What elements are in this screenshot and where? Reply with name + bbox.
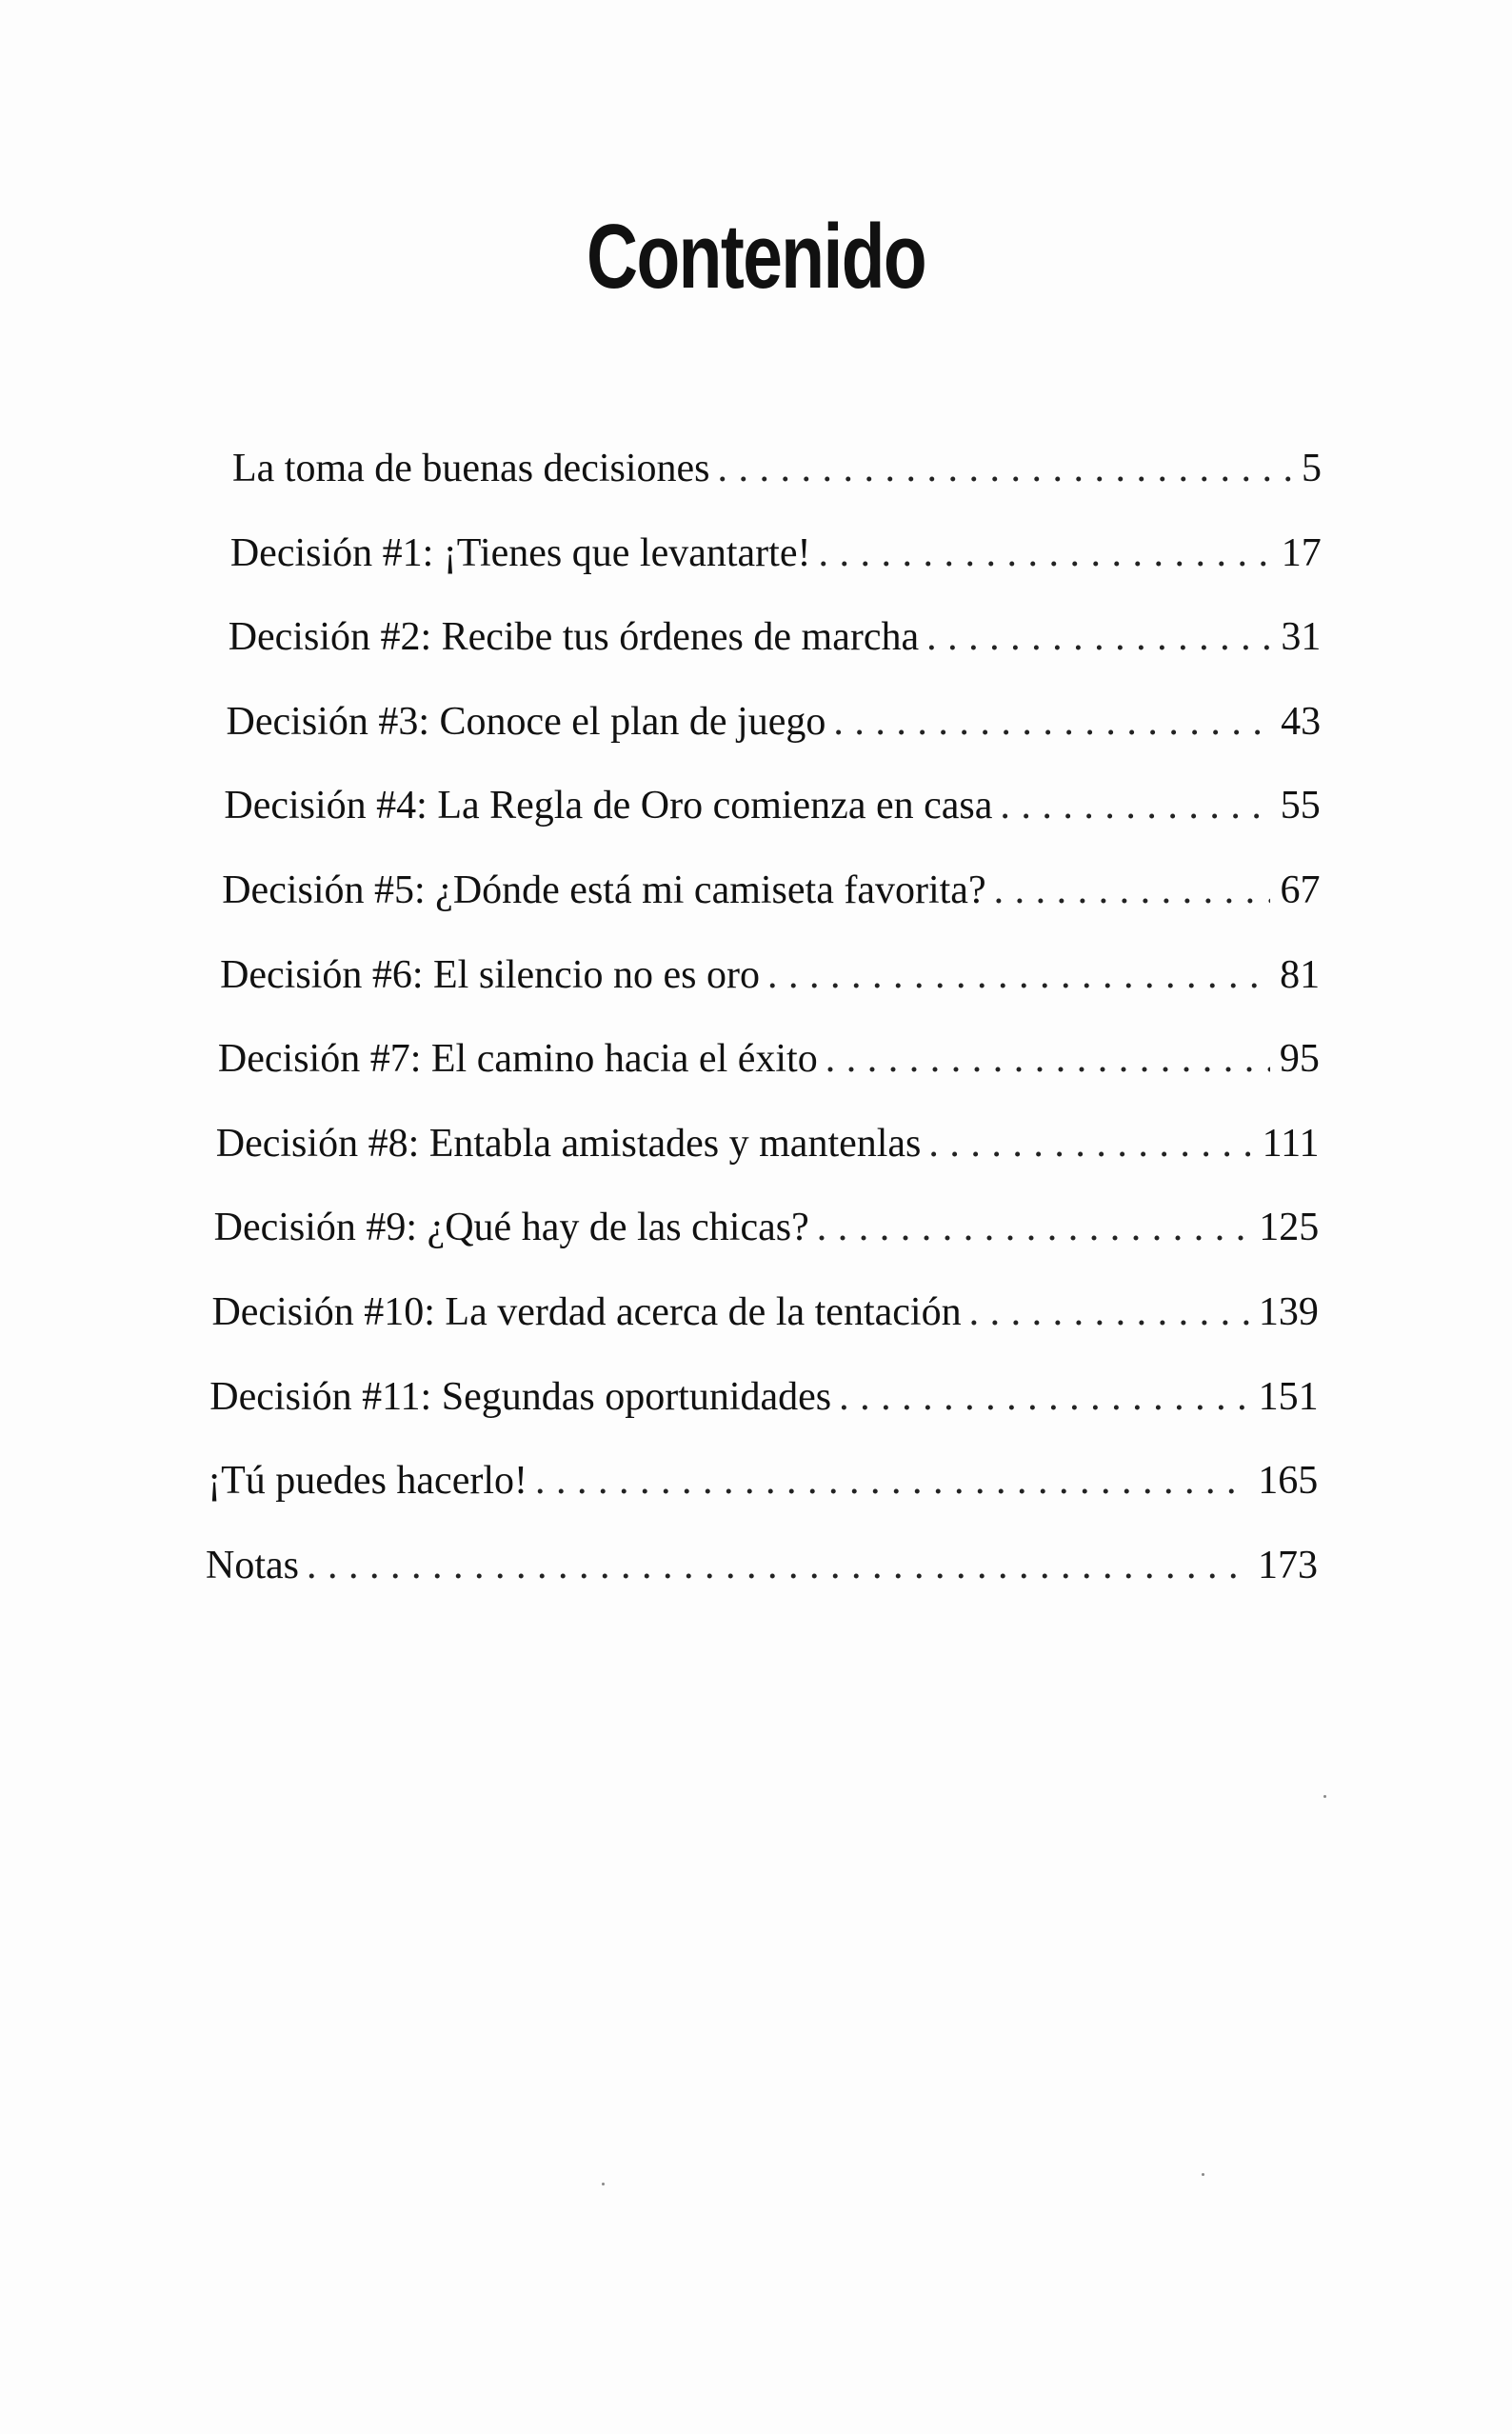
toc-entry-page: 151: [1258, 1374, 1319, 1419]
toc-entry-page: 5: [1302, 447, 1322, 490]
toc-leader-dots: [926, 608, 1271, 666]
toc-entry: [209, 1368, 1318, 1426]
toc-entry: [216, 1115, 1320, 1172]
toc-entry-page: 125: [1259, 1206, 1320, 1250]
toc-entry-label: Decisión #8: Entabla amistades y mantenlas: [215, 1121, 922, 1166]
toc-leader-dots: [535, 1452, 1248, 1509]
paper-speck: [602, 2183, 605, 2185]
toc-entry: [230, 525, 1322, 582]
toc-entry-label: Decisión #11: Segundas oportunidades: [209, 1374, 832, 1419]
toc-entry: [227, 693, 1322, 750]
toc-entry-label: Decisión #6: El silencio no es oro: [220, 952, 760, 997]
toc-entry: [218, 1030, 1320, 1087]
page-title: Contenido: [586, 206, 926, 309]
toc-entry: [206, 1537, 1318, 1594]
toc-leader-dots: [969, 1284, 1249, 1341]
toc-entry-page: 95: [1279, 1037, 1320, 1082]
toc-entry: [229, 608, 1322, 666]
toc-entry-label: La toma de buenas decisiones: [232, 447, 710, 490]
toc-entry-page: 55: [1280, 784, 1321, 828]
toc-leader-dots: [818, 525, 1271, 582]
toc-entry: [220, 947, 1320, 1004]
toc-entry-page: 139: [1258, 1290, 1319, 1334]
toc-entry-label: Decisión #10: La verdad acerca de la tentación: [211, 1290, 962, 1334]
toc-entry-page: 43: [1281, 699, 1322, 744]
toc-entry: [211, 1284, 1318, 1341]
toc-leader-dots: [307, 1537, 1248, 1594]
toc-entry-page: 173: [1258, 1543, 1318, 1587]
toc-entry-label: Decisión #1: ¡Tienes que levantarte!: [229, 530, 811, 575]
toc-entry-page: 81: [1280, 952, 1321, 997]
paper-speck: [1202, 2173, 1204, 2176]
toc-entry: [214, 1199, 1320, 1256]
toc-leader-dots: [994, 862, 1271, 919]
toc-entry-label: Decisión #9: ¿Qué hay de las chicas?: [213, 1206, 809, 1250]
toc-entry: [208, 1452, 1318, 1509]
toc-leader-dots: [839, 1368, 1248, 1426]
toc-leader-dots: [833, 693, 1271, 750]
toc-leader-dots: [928, 1115, 1252, 1172]
toc-leader-dots: [767, 947, 1270, 1004]
toc-entry: [222, 862, 1320, 919]
toc-entry-label: Notas: [206, 1543, 299, 1587]
toc-entry-label: Decisión #3: Conoce el plan de juego: [226, 699, 826, 744]
toc-entry: [224, 777, 1320, 834]
toc-entry-label: Decisión #5: ¿Dónde está mi camiseta favorita?: [222, 868, 986, 912]
toc-entry: [232, 440, 1322, 497]
toc-entry-label: Decisión #4: La Regla de Oro comienza en casa: [224, 784, 993, 828]
toc-leader-dots: [1000, 777, 1270, 834]
toc-entry-page: 17: [1281, 530, 1322, 575]
toc-entry-page: 165: [1258, 1459, 1319, 1504]
toc-leader-dots: [817, 1199, 1250, 1256]
toc-entry-label: Decisión #7: El camino hacia el éxito: [217, 1037, 818, 1082]
toc-entry-label: ¡Tú puedes hacerlo!: [208, 1459, 527, 1504]
toc-entry-label: Decisión #2: Recibe tus órdenes de marcha: [228, 615, 920, 660]
toc-leader-dots: [826, 1030, 1270, 1087]
toc-entry-page: 31: [1281, 615, 1322, 660]
toc-leader-dots: [718, 440, 1293, 497]
paper-speck: [1323, 1795, 1326, 1798]
toc-entry-page: 67: [1280, 868, 1321, 912]
toc-entry-page: 111: [1262, 1121, 1320, 1166]
